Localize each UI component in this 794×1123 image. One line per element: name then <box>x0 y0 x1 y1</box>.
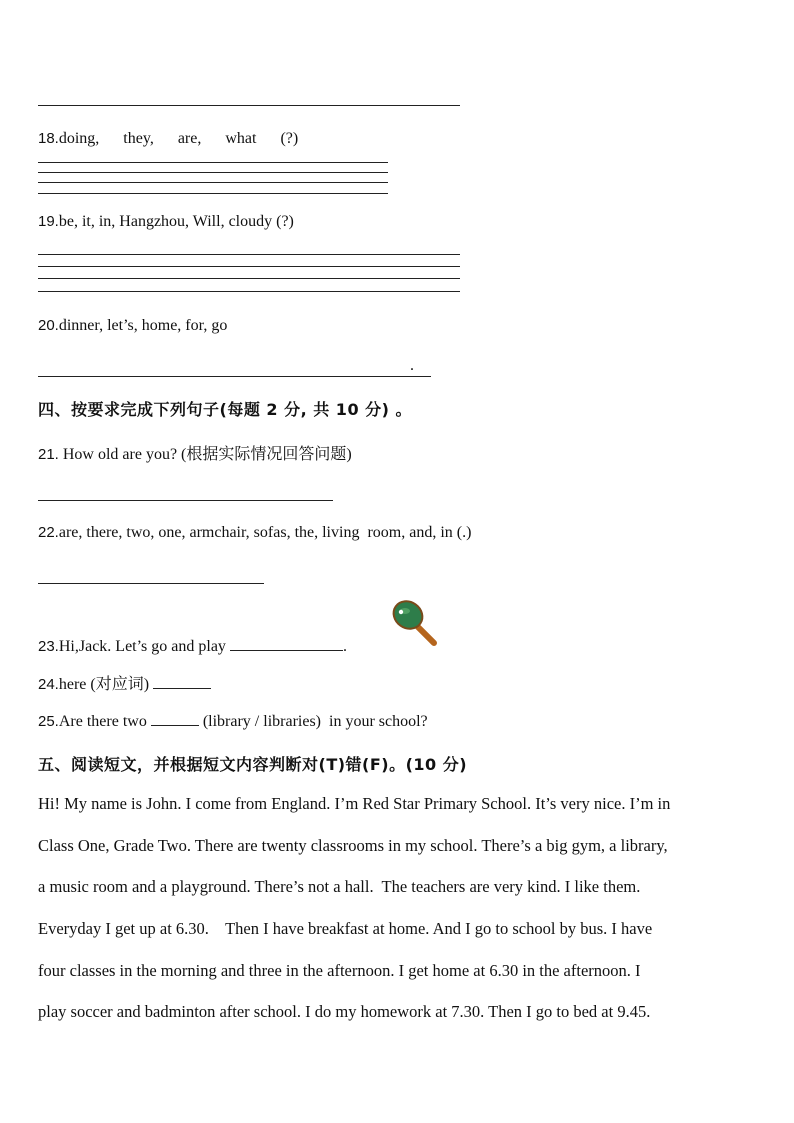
reading-line: Everyday I get up at 6.30. Then I have breakfast at home. And I go to school by bus. I have <box>38 919 653 938</box>
answer-blank[interactable] <box>153 674 211 689</box>
answer-line[interactable] <box>38 182 388 183</box>
question-number: 18. <box>38 130 59 147</box>
question-text: be, it, in, Hangzhou, Will, cloudy (?) <box>58 213 294 230</box>
question-text: here (对应词) <box>58 676 154 693</box>
answer-line[interactable] <box>38 278 460 279</box>
question-number: 20. <box>38 317 59 334</box>
answer-line[interactable] <box>38 162 388 163</box>
sentence-period: . <box>410 357 414 374</box>
question-20 <box>38 317 227 335</box>
answer-blank[interactable] <box>230 636 343 651</box>
question-text: Hi,Jack. Let’s go and play <box>58 638 230 655</box>
section-four-title: 四、按要求完成下列句子(每题 2 分, 共 10 分) 。 <box>38 400 413 419</box>
answer-blank[interactable] <box>151 711 199 726</box>
question-number: 23. <box>38 638 59 655</box>
question-number: 21. <box>38 446 59 463</box>
reading-line: a music room and a playground. There’s not a hall. The teachers are very kind. I like them. <box>38 877 641 896</box>
question-number: 22. <box>38 524 59 541</box>
question-number: 24. <box>38 676 59 693</box>
reading-line: play soccer and badminton after school. I do my homework at 7.30. Then I go to bed at 9.45. <box>38 1002 651 1021</box>
question-18 <box>38 130 298 148</box>
ping-pong-paddle-icon <box>388 598 442 648</box>
question-number: 19. <box>38 213 59 230</box>
question-25 <box>38 711 428 731</box>
question-text: doing, they, are, what (?) <box>58 130 299 147</box>
question-number: 25. <box>38 713 59 730</box>
question-text: dinner, let’s, home, for, go <box>58 317 228 334</box>
answer-line[interactable] <box>38 500 333 501</box>
question-text: Are there two <box>58 713 151 730</box>
answer-line[interactable] <box>38 193 388 194</box>
question-21 <box>38 441 352 464</box>
answer-line[interactable] <box>38 376 431 377</box>
answer-line[interactable] <box>38 266 460 267</box>
answer-line[interactable] <box>38 105 460 106</box>
sentence-period: . <box>342 638 347 655</box>
section-five-title: 五、阅读短文，并根据短文内容判断对(T)错(F)。(10 分) <box>38 755 468 774</box>
question-19 <box>38 213 294 231</box>
reading-line: Class One, Grade Two. There are twenty classrooms in my school. There’s a big gym, a library, <box>38 836 668 855</box>
question-24 <box>38 671 211 694</box>
reading-line: Hi! My name is John. I come from England. I’m Red Star Primary School. It’s very nice. I’m in <box>38 794 671 813</box>
answer-line[interactable] <box>38 291 460 292</box>
reading-line: four classes in the morning and three in the afternoon. I get home at 6.30 in the afternoon. I <box>38 961 641 980</box>
question-22 <box>38 524 471 542</box>
question-text: are, there, two, one, armchair, sofas, the, living room, and, in (.) <box>58 524 472 541</box>
answer-line[interactable] <box>38 172 388 173</box>
question-23 <box>38 636 347 656</box>
answer-line[interactable] <box>38 254 460 255</box>
question-text: (library / libraries) in your school? <box>198 713 428 730</box>
question-text: How old are you? (根据实际情况回答问题) <box>58 446 352 463</box>
answer-line[interactable] <box>38 583 264 584</box>
